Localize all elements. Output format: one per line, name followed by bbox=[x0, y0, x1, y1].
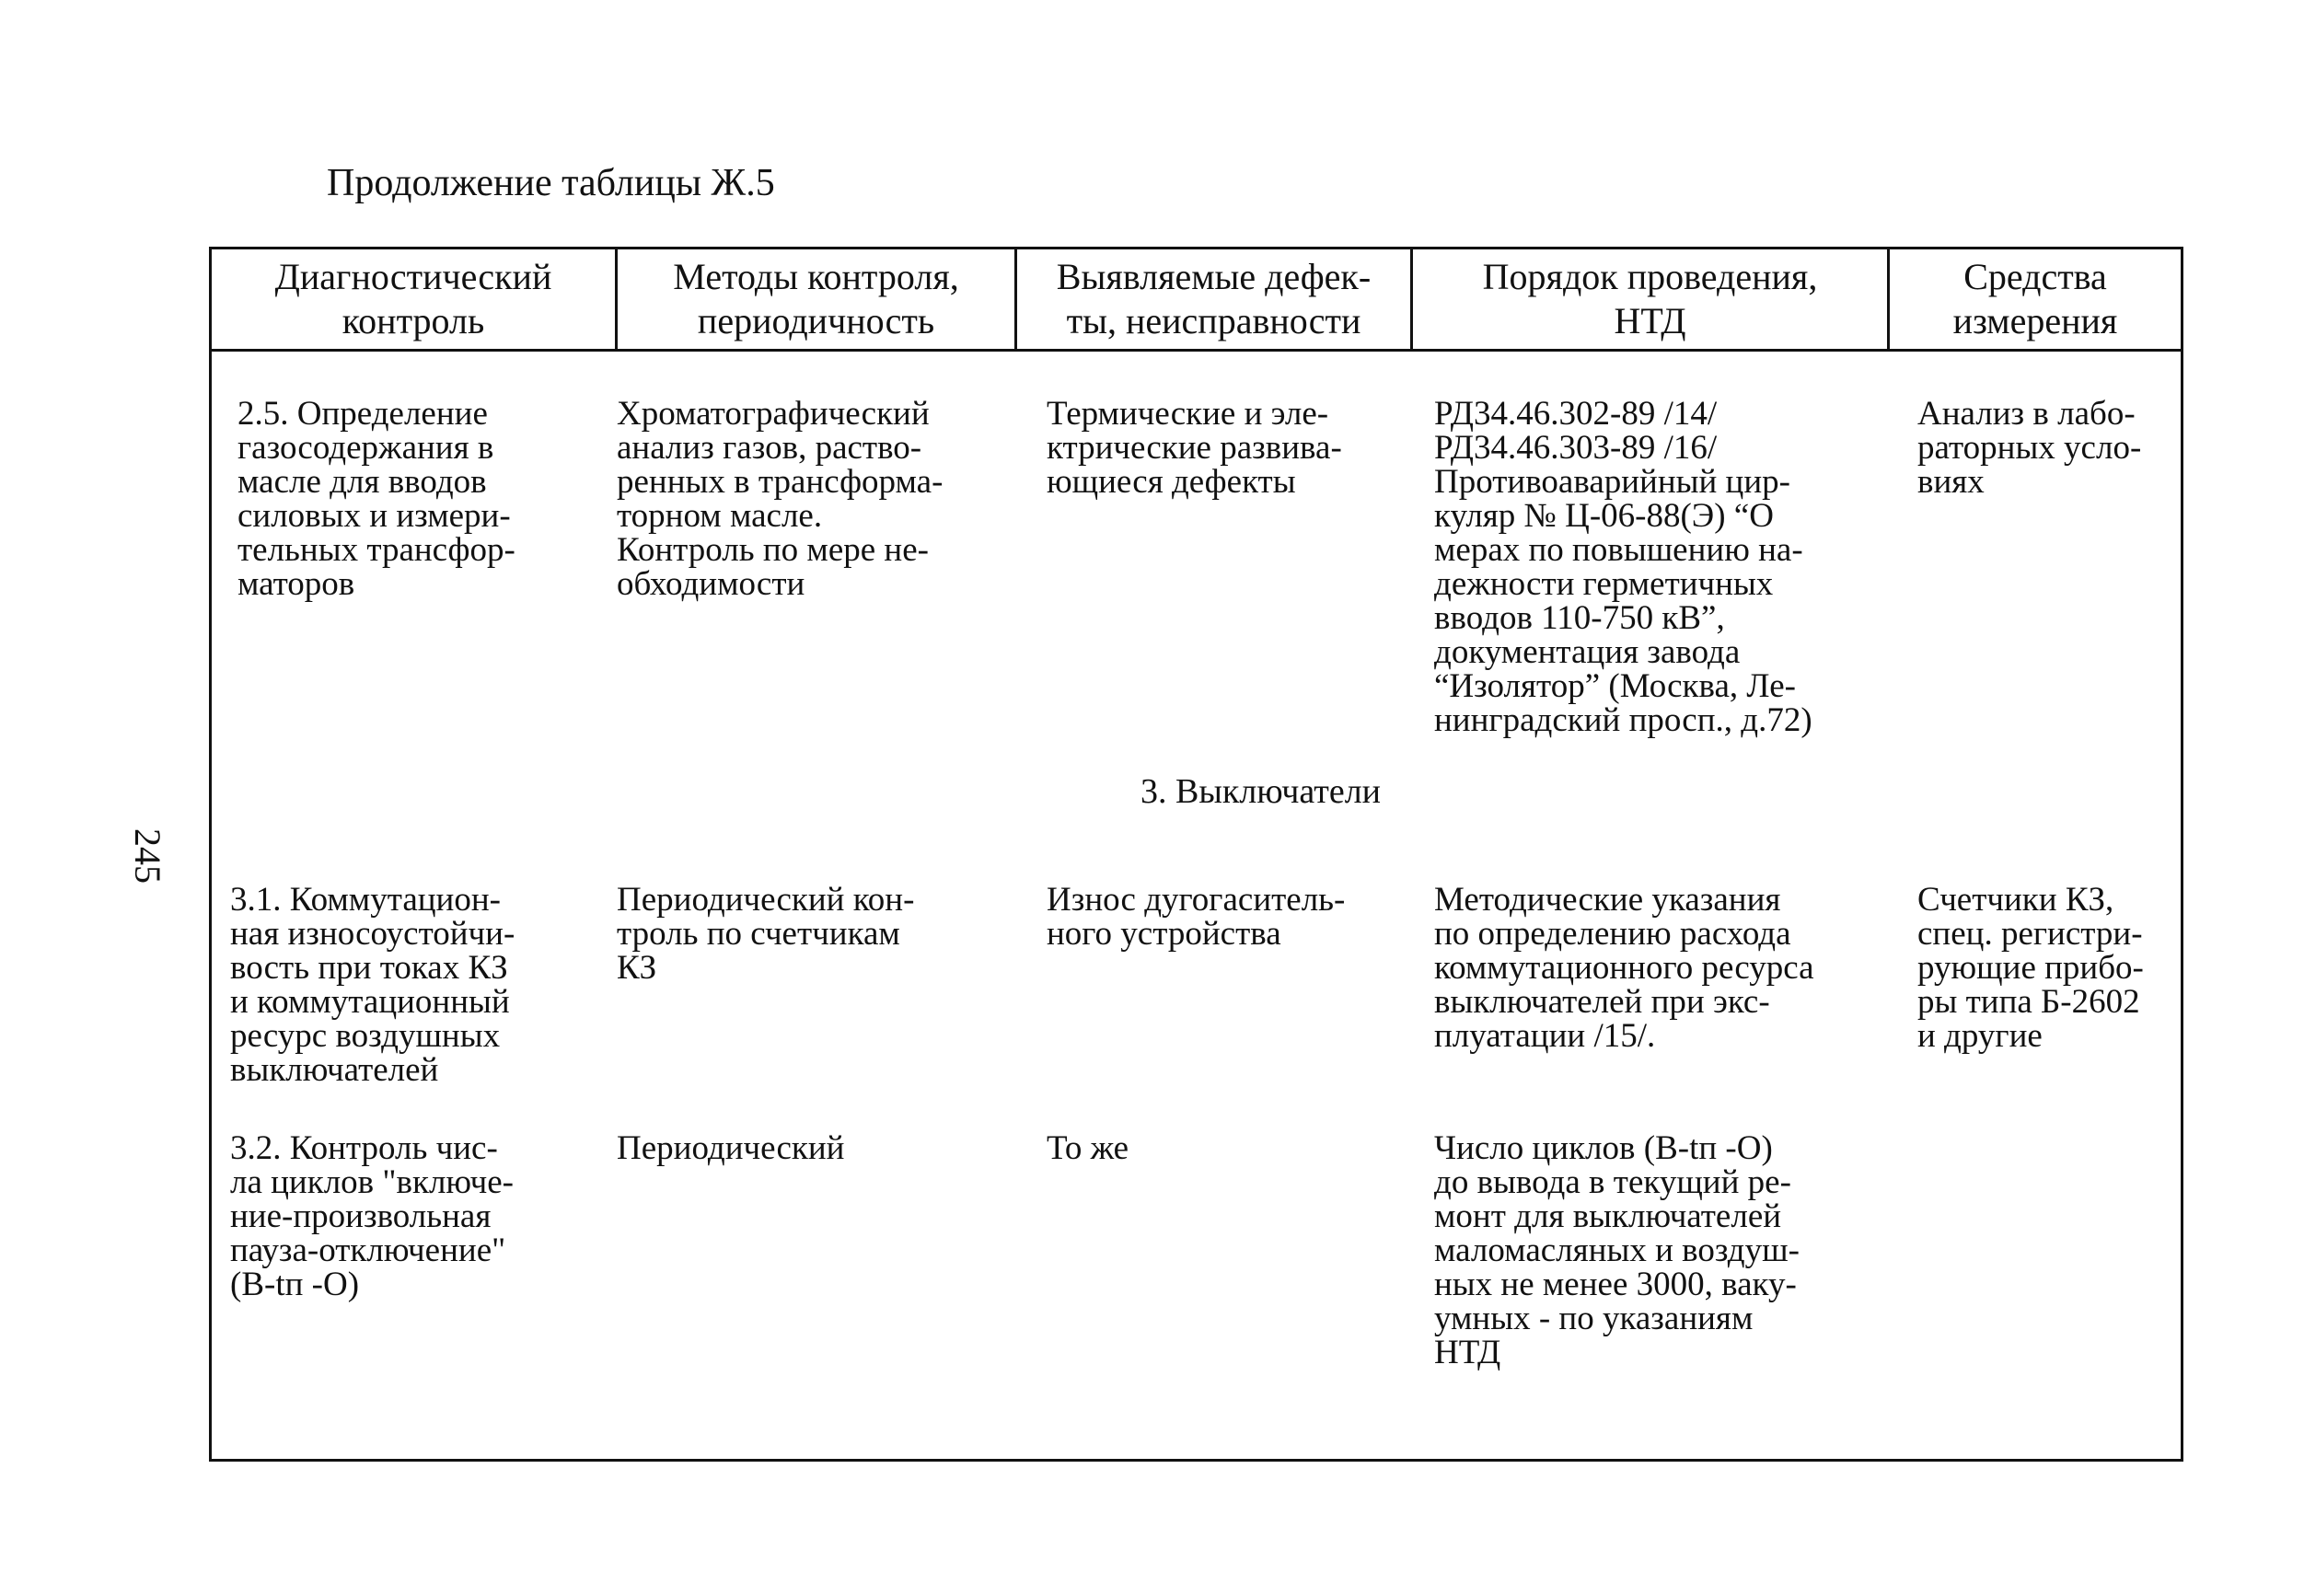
table-caption: Продолжение таблицы Ж.5 bbox=[327, 162, 775, 204]
row-3-2-defects: То же bbox=[1047, 1129, 1129, 1167]
row-3-1-method: Периодический кон- троль по счетчикам КЗ bbox=[617, 881, 915, 987]
row-3-2-procedure: Число циклов (В-tп -О) до вывода в текущий ре- монт для выключателей маломасляных и воздуш- ных не менее 3000, ваку- умных - по указаниям НТД bbox=[1434, 1129, 1800, 1371]
header-measurement-means: Средства измерения bbox=[1952, 256, 2118, 341]
section-title-switches: 3. Выключатели bbox=[1140, 772, 1381, 811]
row-2-5-procedure: РД34.46.302-89 /14/ РД34.46.303-89 /16/ Противоаварийный цир- куляр № Ц-06-88(Э) “О мерах по повышению на- дежности герметичных вводов 110-750 кВ”, документация завода “Изолятор” (Москва, Ле- нинградский просп., д.72) bbox=[1434, 395, 1812, 739]
diagnostic-table bbox=[209, 247, 2183, 1462]
header-control-methods: Методы контроля, периодичность bbox=[618, 249, 1017, 349]
page-number: 245 bbox=[127, 828, 168, 884]
row-3-2-control: 3.2. Контроль чис- ла циклов "включе- ние-произвольная пауза-отключение" (В-tп -О) bbox=[230, 1129, 514, 1303]
row-3-1-control: 3.1. Коммутацион- ная износоустойчи- вость при токах КЗ и коммутационный ресурс воздушных выключателей bbox=[230, 881, 515, 1089]
row-3-1-means: Счетчики КЗ, спец. регистри- рующие прибо- ры типа Б-2602 и другие bbox=[1917, 881, 2144, 1055]
row-3-1-procedure: Методические указания по определению расхода коммутационного ресурса выключателей при экс- плуатации /15/. bbox=[1434, 881, 1814, 1055]
row-2-5-defects: Термические и эле- ктрические развива- ющиеся дефекты bbox=[1047, 395, 1342, 501]
row-2-5-method: Хроматографический анализ газов, раство- ренных в трансформа- торном масле. Контроль по мере не- обходимости bbox=[617, 395, 944, 603]
header-procedure: Порядок проведения, НТД bbox=[1413, 249, 1890, 349]
row-2-5-means: Анализ в лабо- раторных усло- виях bbox=[1917, 395, 2142, 501]
header-diagnostic-control: Диагностический контроль bbox=[212, 249, 618, 349]
header-detected-defects: Выявляемые дефек- ты, неисправности bbox=[1017, 249, 1413, 349]
row-3-1-defects: Износ дугогаситель- ного устройства bbox=[1047, 881, 1346, 953]
row-3-2-method: Периодический bbox=[617, 1129, 845, 1167]
row-2-5-control: 2.5. Определение газосодержания в масле для вводов силовых и измери- тельных трансфор- маторов bbox=[237, 395, 515, 603]
table-header-row bbox=[212, 249, 2181, 352]
